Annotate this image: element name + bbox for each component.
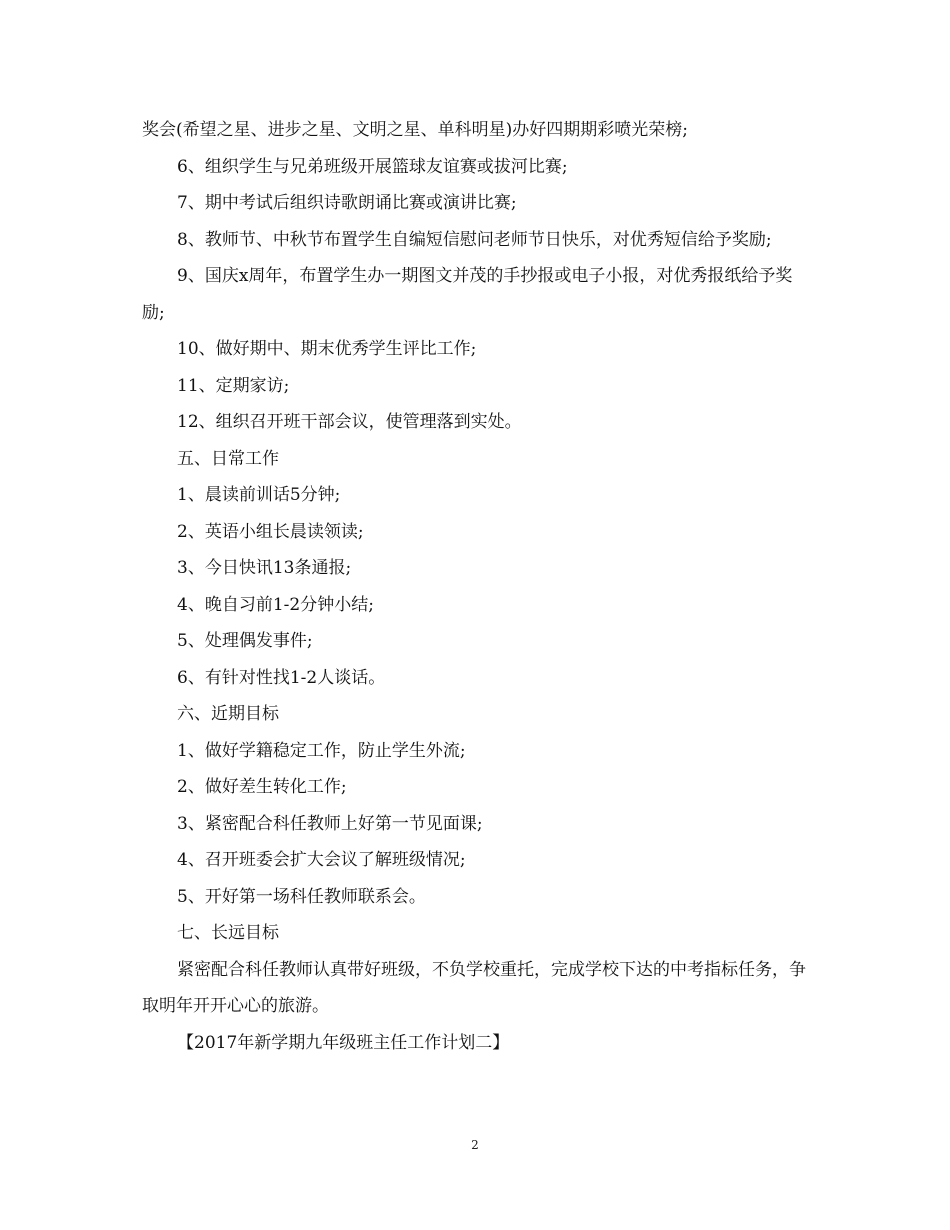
paragraph: 4、晚自习前1-2分钟小结; — [177, 594, 374, 615]
paragraph: 9、国庆x周年，布置学生办一期图文并茂的手抄报或电子小报，对优秀报纸给予奖励; — [142, 266, 793, 323]
paragraph: 奖会(希望之星、进步之星、文明之星、单科明星)办好四期期彩喷光荣榜; — [142, 120, 688, 140]
paragraph: 6、有针对性找1-2人谈话。 — [177, 667, 386, 688]
document-body — [142, 112, 812, 1061]
paragraph: 1、做好学籍稳定工作，防止学生外流; — [177, 740, 466, 761]
paragraph: 4、召开班委会扩大会议了解班级情况; — [177, 850, 466, 870]
paragraph: 12、组织召开班干部会议，使管理落到实处。 — [177, 412, 522, 432]
paragraph: 10、做好期中、期末优秀学生评比工作; — [177, 339, 477, 359]
paragraph: 2、英语小组长晨读领读; — [177, 521, 364, 542]
paragraph: 紧密配合科任教师认真带好班级，不负学校重托，完成学校下达的中考指标任务，争取明年开开心心的旅游。 — [142, 959, 806, 1016]
paragraph: 六、近期目标 — [177, 704, 279, 724]
paragraph: 6、组织学生与兄弟班级开展篮球友谊赛或拔河比赛; — [177, 156, 568, 177]
paragraph: 7、期中考试后组织诗歌朗诵比赛或演讲比赛; — [177, 193, 517, 213]
paragraph: 2、做好差生转化工作; — [177, 777, 347, 797]
paragraph: 5、处理偶发事件; — [177, 631, 313, 651]
paragraph: 3、紧密配合科任教师上好第一节见面课; — [177, 813, 483, 834]
paragraph: 8、教师节、中秋节布置学生自编短信慰问老师节日快乐，对优秀短信给予奖励; — [177, 229, 772, 250]
paragraph: 1、晨读前训话5分钟; — [177, 485, 341, 505]
paragraph: 【2017年新学期九年级班主任工作计划二】 — [177, 1032, 510, 1053]
paragraph: 3、今日快讯13条通报; — [177, 558, 352, 578]
page-number: 2 — [471, 1138, 479, 1152]
paragraph: 11、定期家访; — [177, 375, 290, 396]
paragraph: 七、长远目标 — [177, 923, 279, 943]
paragraph: 五、日常工作 — [177, 448, 279, 469]
paragraph: 5、开好第一场科任教师联系会。 — [177, 886, 426, 907]
